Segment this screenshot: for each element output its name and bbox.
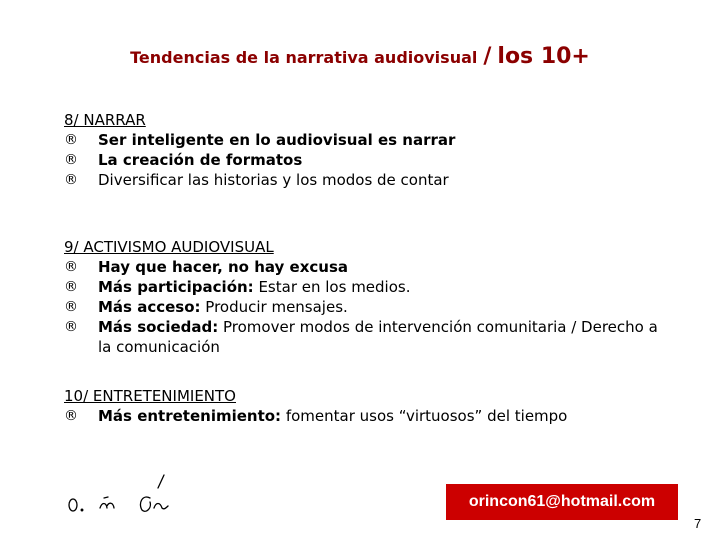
item-text: Ser inteligente en lo audiovisual es narrar	[98, 131, 456, 149]
item-text: Estar en los medios.	[253, 278, 411, 296]
slide-title	[0, 44, 720, 69]
list-item	[64, 257, 664, 277]
registered-bullet-icon: ®	[64, 259, 78, 275]
list-item	[64, 170, 664, 190]
signature-image	[62, 470, 182, 520]
item-text: Promover modos de intervención comunitaria / Derecho a la comunicación	[98, 318, 658, 356]
section-heading: 9/ ACTIVISMO AUDIOVISUAL	[64, 238, 274, 256]
list-item	[64, 406, 664, 426]
item-text: Producir mensajes.	[200, 298, 348, 316]
list-item	[64, 317, 664, 357]
item-text: La creación de formatos	[98, 151, 303, 169]
registered-bullet-icon: ®	[64, 319, 78, 335]
registered-bullet-icon: ®	[64, 152, 78, 168]
item-text: Diversificar las historias y los modos de contar	[98, 171, 449, 189]
title-separator: /	[483, 44, 492, 69]
section-heading: 8/ NARRAR	[64, 111, 146, 129]
registered-bullet-icon: ®	[64, 408, 78, 424]
list-item	[64, 277, 664, 297]
list-item	[64, 150, 664, 170]
title-part1: Tendencias de la narrativa audiovisual	[130, 48, 478, 67]
page-number: 7	[694, 516, 702, 531]
section-activismo	[64, 237, 664, 357]
email-link[interactable]: orincon61@hotmail.com	[446, 484, 678, 520]
registered-bullet-icon: ®	[64, 279, 78, 295]
registered-bullet-icon: ®	[64, 172, 78, 188]
section-heading: 10/ ENTRETENIMIENTO	[64, 387, 236, 405]
item-bold-text: Más acceso:	[98, 298, 201, 316]
list-item	[64, 297, 664, 317]
section-narrar	[64, 110, 664, 190]
item-bold-text: Más sociedad:	[98, 318, 219, 336]
title-part2: los 10+	[497, 44, 590, 69]
section-entretenimiento	[64, 386, 664, 426]
registered-bullet-icon: ®	[64, 299, 78, 315]
item-text: fomentar usos “virtuosos” del tiempo	[281, 407, 568, 425]
registered-bullet-icon: ®	[64, 132, 78, 148]
list-item	[64, 130, 664, 150]
item-bold-text: Más participación:	[98, 278, 254, 296]
item-text: Hay que hacer, no hay excusa	[98, 258, 349, 276]
item-bold-text: Más entretenimiento:	[98, 407, 282, 425]
